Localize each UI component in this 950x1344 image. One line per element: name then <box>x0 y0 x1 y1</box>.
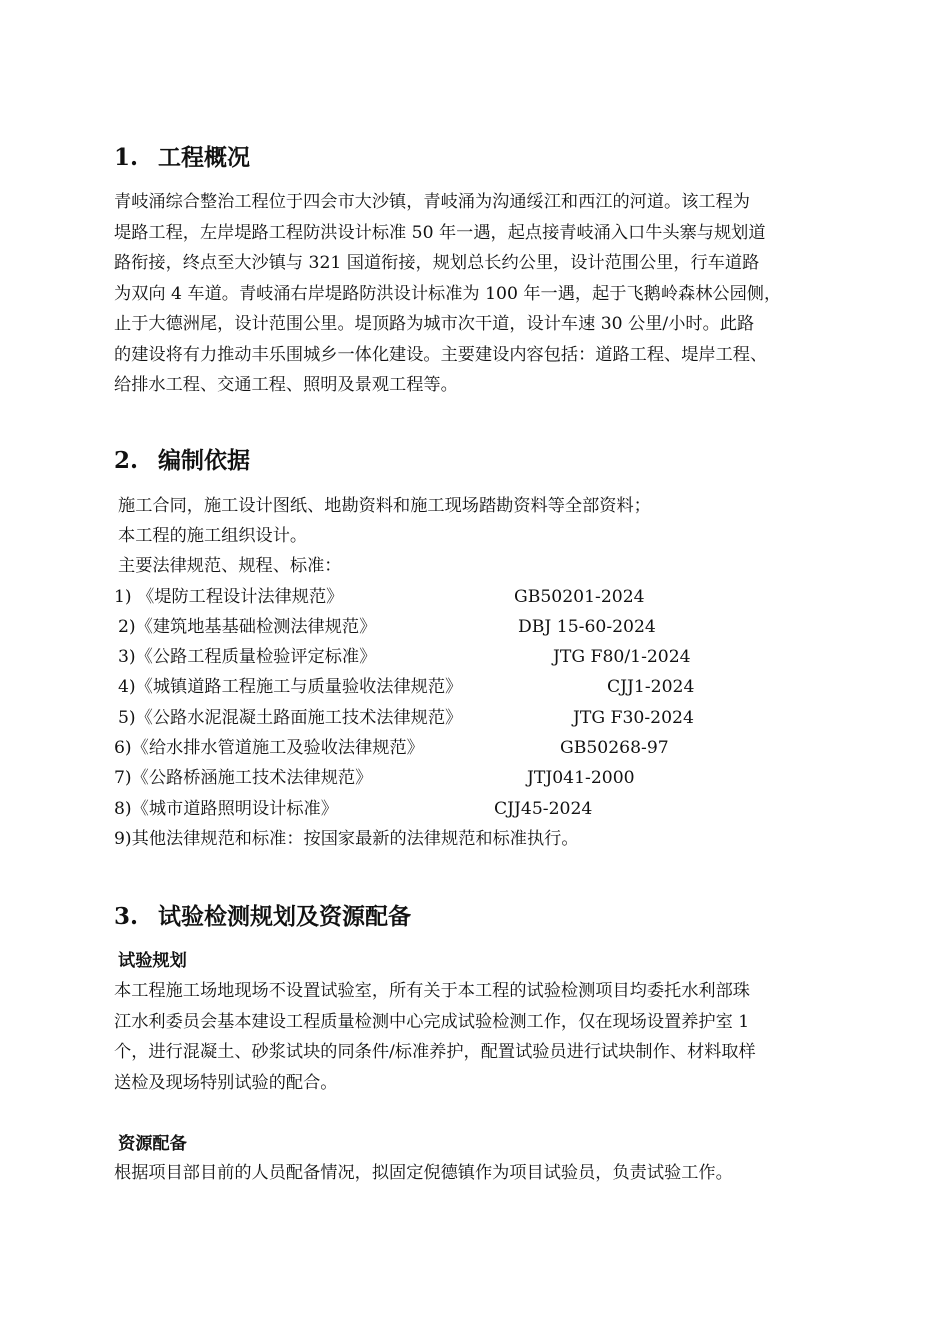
section-3-number: 3. <box>114 903 139 930</box>
body-line: 青岐涌综合整治工程位于四会市大沙镇，青岐涌为沟通绥江和西江的河道。该工程为 <box>114 192 750 212</box>
basis-item: 施工合同，施工设计图纸、地勘资料和施工现场踏勘资料等全部资料； <box>118 496 651 516</box>
body-line: 堤路工程，左岸堤路工程防洪设计标准 50 年一遇，起点接青岐涌入口牛头寨与规划道 <box>114 222 766 243</box>
body-line: 给排水工程、交通工程、照明及景观工程等。 <box>114 375 458 395</box>
basis-item: 本工程的施工组织设计。 <box>118 526 308 546</box>
body-line: 本工程施工场地现场不设置试验室，所有关于本工程的试验检测项目均委托水利部珠 <box>114 981 750 1001</box>
reference-title: 3)《公路工程质量检验评定标准》 <box>118 647 377 667</box>
section-1-title: 工程概况 <box>158 144 250 171</box>
body-line: 根据项目部目前的人员配备情况，拟固定倪德镇作为项目试验员，负责试验工作。 <box>114 1163 733 1183</box>
section-1-heading <box>114 143 250 173</box>
reference-code: GB50201-2024 <box>514 587 645 607</box>
reference-code: CJJ1-2024 <box>607 677 695 697</box>
body-line: 个，进行混凝土、砂浆试块的同条件/标准养护，配置试验员进行试块制作、材料取样 <box>114 1042 756 1062</box>
body-line: 送检及现场特别试验的配合。 <box>114 1072 338 1093</box>
reference-code: JTG F30-2024 <box>573 708 694 728</box>
reference-code: CJJ45-2024 <box>494 799 593 819</box>
reference-closing: 9)其他法律规范和标准：按国家最新的法律规范和标准执行。 <box>114 829 579 849</box>
body-line: 为双向 4 车道。青岐涌右岸堤路防洪设计标准为 100 年一遇，起于飞鹅岭森林公园侧， <box>114 283 782 304</box>
reference-code: GB50268-97 <box>560 738 669 758</box>
reference-title: 5)《公路水泥混凝土路面施工技术法律规范》 <box>118 708 463 728</box>
reference-title: 4)《城镇道路工程施工与质量验收法律规范》 <box>118 677 463 697</box>
section-1-body <box>114 187 836 401</box>
basis-item: 主要法律规范、规程、标准： <box>118 556 342 576</box>
body-line: 的建设将有力推动丰乐围城乡一体化建设。主要建设内容包括：道路工程、堤岸工程、 <box>114 344 768 365</box>
subsection-resources-title: 资源配备 <box>118 1134 187 1154</box>
reference-title: 1) 《堤防工程设计法律规范》 <box>114 587 344 607</box>
section-3-heading <box>114 902 411 932</box>
reference-title: 2)《建筑地基基础检测法律规范》 <box>118 617 377 637</box>
section-3-title: 试验检测规划及资源配备 <box>158 903 411 930</box>
section-2-heading <box>114 446 250 476</box>
subsection-test-plan-title: 试验规划 <box>118 951 187 971</box>
section-1-number: 1. <box>114 144 139 171</box>
section-2-title: 编制依据 <box>158 447 250 474</box>
reference-code: JTJ041-2000 <box>527 768 635 788</box>
body-line: 路衔接，终点至大沙镇与 321 国道衔接，规划总长约公里，设计范围公里，行车道路 <box>114 253 760 273</box>
resources-body <box>114 1158 836 1189</box>
reference-title: 6)《给水排水管道施工及验收法律规范》 <box>114 738 424 758</box>
body-line: 止于大德洲尾，设计范围公里。堤顶路为城市次干道，设计车速 30 公里/小时。此路 <box>114 314 755 334</box>
reference-title: 7)《公路桥涵施工技术法律规范》 <box>114 768 373 788</box>
section-2-number: 2. <box>114 447 139 474</box>
body-line: 江水利委员会基本建设工程质量检测中心完成试验检测工作，仅在现场设置养护室 1 <box>114 1011 750 1032</box>
reference-code: DBJ 15-60-2024 <box>518 617 656 637</box>
reference-title: 8)《城市道路照明设计标准》 <box>114 799 338 819</box>
reference-code: JTG F80/1-2024 <box>553 647 691 667</box>
test-plan-body <box>114 976 836 1098</box>
